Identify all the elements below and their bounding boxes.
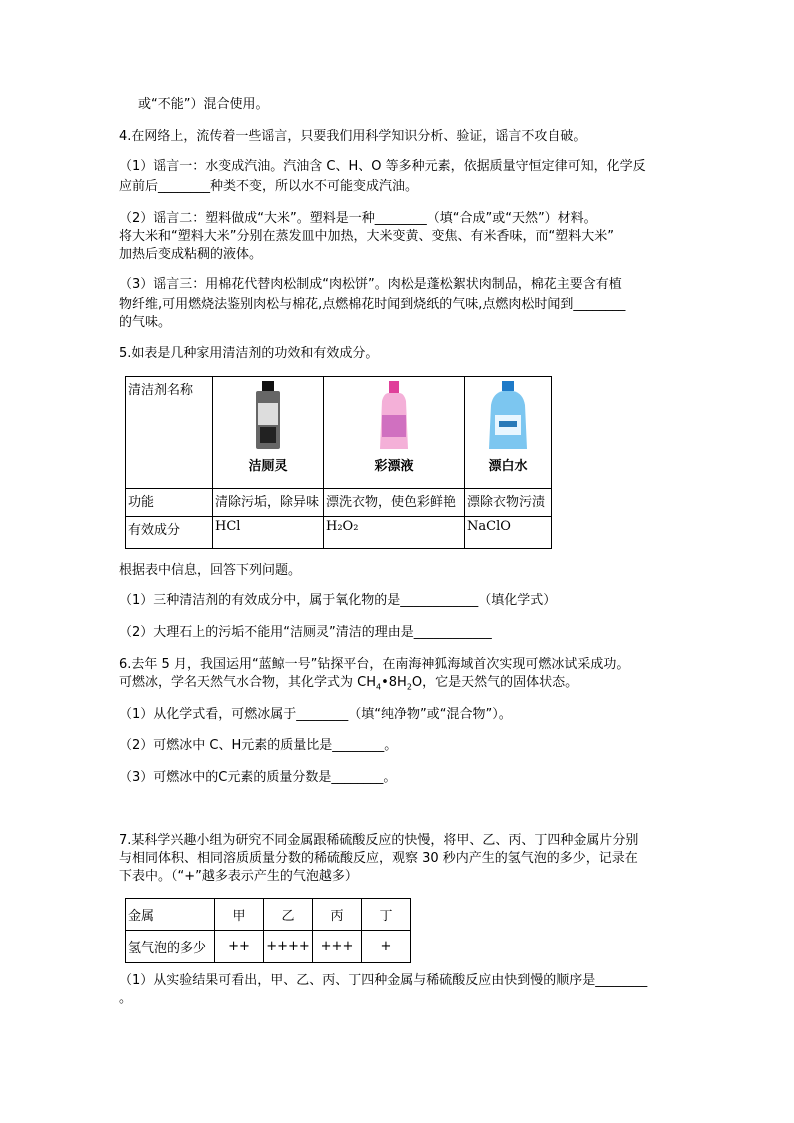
table-cell: 漂洗衣物，使色彩鲜艳 — [324, 489, 465, 517]
row-label: 功能 — [126, 489, 213, 517]
question-4-3: （3）谣言三：用棉花代替肉松制成“肉松饼”。肉松是蓬松絮状肉制品，棉花主要含有植 — [119, 277, 622, 292]
question-7-cont2: 下表中。（“+”越多表示产生的气泡越多） — [119, 869, 358, 884]
question-4-3-cont: 物纤维,可用燃烧法鉴别肉松与棉花,点燃棉花时闻到烧纸的气味,点燃肉松时闻到________ — [119, 297, 626, 312]
row-label: 有效成分 — [126, 517, 213, 549]
question-7-1-cont: 。 — [119, 991, 133, 1006]
question-6-2: （2）可燃冰中 C、H元素的质量比是________。 — [119, 738, 398, 753]
table-header-cell: 乙 — [264, 899, 313, 931]
table-instruction: 根据表中信息，回答下列问题。 — [119, 563, 302, 578]
product-cell — [465, 377, 552, 489]
table-cell: 漂除衣物污渍 — [465, 489, 552, 517]
question-7-1: （1）从实验结果可看出，甲、乙、丙、丁四种金属与稀硫酸反应由快到慢的顺序是________ — [119, 973, 648, 988]
question-4-3-cont2: 的气味。 — [119, 315, 172, 330]
table-cell: NaClO — [465, 517, 552, 549]
question-6-1: （1）从化学式看，可燃冰属于________（填“纯净物”或“混合物”）。 — [119, 707, 512, 722]
table-cell: +++ — [313, 931, 362, 963]
table-cell: 清除污垢，除异味 — [213, 489, 324, 517]
question-5: 5.如表是几种家用清洁剂的功效和有效成分。 — [119, 346, 379, 361]
question-4-1: （1）谣言一：水变成汽油。汽油含 C、H、O 等多种元素，依据质量守恒定律可知，化学反 — [119, 159, 646, 174]
product-name: 洁厕灵 — [248, 459, 288, 474]
product-cell — [324, 377, 465, 489]
table-header-cell: 金属 — [126, 899, 215, 931]
question-6: 6.去年 5 月，我国运用“蓝鲸一号”钻探平台，在南海神狐海域首次实现可燃冰试采成功。 — [119, 657, 630, 672]
table-cell: + — [362, 931, 411, 963]
metal-table — [125, 898, 411, 963]
product-name: 彩漂液 — [374, 459, 414, 474]
cleaner-table — [125, 376, 552, 549]
row-label: 氢气泡的多少 — [126, 931, 215, 963]
product-cell — [213, 377, 324, 489]
color-bleach-bottle-image — [372, 381, 416, 451]
table-header-cell: 丙 — [313, 899, 362, 931]
text-line: 或“不能”）混合使用。 — [138, 97, 269, 112]
table-header-cell: 清洁剂名称 — [126, 377, 213, 489]
question-6-formula-line: 可燃冰，学名天然气水合物，其化学式为 $CH_4•8H_2O$，它是天然气的固体状态。 — [119, 675, 579, 692]
table-header-cell: 丁 — [362, 899, 411, 931]
question-7: 7.某科学兴趣小组为研究不同金属跟稀硫酸反应的快慢，将甲、乙、丙、丁四种金属片分别 — [119, 833, 639, 848]
question-5-2: （2）大理石上的污垢不能用“洁厕灵”清洁的理由是____________ — [119, 625, 492, 640]
table-cell: ++ — [215, 931, 264, 963]
product-name: 漂白水 — [488, 459, 528, 474]
question-7-cont: 与相同体积、相同溶质质量分数的稀硫酸反应，观察 30 秒内产生的氢气泡的多少，记录在 — [119, 851, 638, 866]
question-4-2: （2）谣言二：塑料做成“大米”。塑料是一种________（填“合成”或“天然”）材料。 — [119, 211, 597, 226]
question-6-3: （3）可燃冰中的C元素的质量分数是________。 — [119, 770, 397, 785]
table-cell: HCl — [213, 517, 324, 549]
bleach-bottle-image — [483, 381, 533, 451]
question-4: 4.在网络上，流传着一些谣言，只要我们用科学知识分析、验证，谣言不攻自破。 — [119, 129, 587, 144]
question-4-1-cont: 应前后________种类不变，所以水不可能变成汽油。 — [119, 179, 419, 194]
table-cell: ++++ — [264, 931, 313, 963]
question-5-1: （1）三种清洁剂的有效成分中，属于氧化物的是____________（填化学式） — [119, 593, 557, 608]
question-4-2-cont2: 加热后变成粘稠的液体。 — [119, 247, 263, 262]
toilet-cleaner-bottle-image — [248, 381, 288, 451]
question-4-2-cont: 将大米和“塑料大米”分别在蒸发皿中加热，大米变黄、变焦、有米香味，而“塑料大米” — [119, 229, 614, 244]
table-header-cell: 甲 — [215, 899, 264, 931]
table-cell: H₂O₂ — [324, 517, 465, 549]
